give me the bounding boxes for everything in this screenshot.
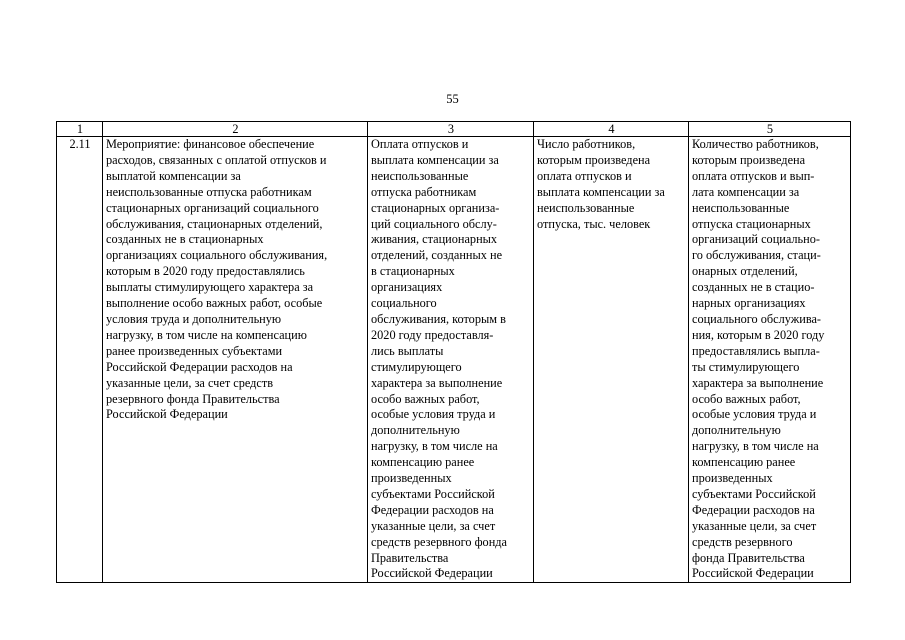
text-line: субъектами Российской	[692, 486, 816, 501]
text-line: ранее произведенных субъектами	[106, 343, 283, 358]
text-line: Мероприятие: финансовое обеспечение	[106, 137, 315, 151]
text-line: особо важных работ,	[371, 391, 480, 406]
text-line: в стационарных	[371, 264, 455, 279]
text-line: стационарных организа-	[371, 200, 500, 215]
text-line: особо важных работ,	[692, 391, 801, 406]
text-line: выплата компенсации за	[371, 152, 499, 167]
text-line: стимулирующего	[371, 359, 462, 374]
text-line: характера за выполнение	[371, 375, 503, 390]
header-col-5: 5	[689, 122, 851, 137]
text-line: произведенных	[371, 471, 452, 486]
text-line: компенсацию ранее	[692, 455, 796, 470]
text-line: социального	[371, 296, 437, 311]
header-col-4: 4	[534, 122, 689, 137]
table-row	[57, 137, 851, 583]
text-line: расходов, связанных с оплатой отпусков и	[106, 152, 327, 167]
text-line: выполнение особо важных работ, особые	[106, 296, 323, 311]
text-line: которым произведена	[692, 152, 806, 167]
text-line: отделений, созданных не	[371, 248, 503, 263]
text-line: Число работников,	[537, 137, 636, 151]
text-line: обслуживания, которым в	[371, 311, 506, 326]
text-line: ты стимулирующего	[692, 359, 800, 374]
text-line: Российской Федерации расходов на	[106, 359, 293, 374]
text-line: онарных отделений,	[692, 264, 798, 279]
text-line: лись выплаты	[371, 343, 444, 358]
text-line: стационарных организаций социального	[106, 200, 319, 215]
text-line: неиспользованные	[537, 200, 635, 215]
text-line: дополнительную	[371, 423, 460, 438]
text-line: фонда Правительства	[692, 550, 805, 565]
text-line: выплаты стимулирующего характера за	[106, 280, 314, 295]
text-line: резервного фонда Правительства	[106, 391, 280, 406]
text-line: обслуживания, стационарных отделений,	[106, 216, 323, 231]
text-line: нагрузку, в том числе на	[371, 439, 498, 454]
text-line: ций социального обслу-	[371, 216, 497, 231]
header-col-3: 3	[368, 122, 534, 137]
indicator-text	[537, 137, 686, 232]
text-line: неиспользованные	[692, 200, 790, 215]
header-col-1: 1	[57, 122, 103, 137]
text-line: характера за выполнение	[692, 375, 824, 390]
text-line: средств резервного фонда	[371, 534, 507, 549]
text-line: предоставлялись выпла-	[692, 343, 820, 358]
text-line: Федерации расходов на	[692, 502, 815, 517]
text-line: нагрузку, в том числе на	[692, 439, 819, 454]
text-line: ния, которым в 2020 году	[692, 327, 825, 342]
text-line: которым в 2020 году предоставлялись	[106, 264, 305, 279]
row-number-cell: 2.11	[57, 137, 103, 583]
text-line: особые условия труда и	[692, 407, 817, 422]
text-line: 2020 году предоставля-	[371, 327, 494, 342]
text-line: отпуска, тыс. человек	[537, 216, 651, 231]
text-line: указанные цели, за счет средств	[106, 375, 274, 390]
text-line: Правительства	[371, 550, 449, 565]
text-line: указанные цели, за счет	[692, 518, 817, 533]
measures-table	[56, 121, 851, 583]
text-line: Количество работников,	[692, 137, 819, 151]
text-line: произведенных	[692, 471, 773, 486]
text-line: выплатой компенсации за	[106, 168, 241, 183]
text-line: особые условия труда и	[371, 407, 496, 422]
text-line: субъектами Российской	[371, 486, 495, 501]
text-line: отпуска стационарных	[692, 216, 811, 231]
text-line: организациях	[371, 280, 443, 295]
text-line: неиспользованные	[371, 168, 469, 183]
result-description-text	[371, 137, 531, 582]
text-line: средств резервного	[692, 534, 793, 549]
indicator-cell	[534, 137, 689, 583]
text-line: выплата компенсации за	[537, 184, 665, 199]
indicator-definition-text	[692, 137, 848, 582]
text-line: Российской Федерации	[106, 407, 228, 422]
text-line: организаций социально-	[692, 232, 820, 247]
text-line: отпуска работникам	[371, 184, 477, 199]
text-line: созданных не в стацио-	[692, 280, 815, 295]
text-line: Федерации расходов на	[371, 502, 494, 517]
text-line: социального обслужива-	[692, 311, 822, 326]
text-line: дополнительную	[692, 423, 781, 438]
text-line: го обслуживания, стаци-	[692, 248, 821, 263]
result-description-cell	[368, 137, 534, 583]
text-line: нагрузку, в том числе на компенсацию	[106, 327, 307, 342]
text-line: Оплата отпусков и	[371, 137, 469, 151]
indicator-definition-cell	[689, 137, 851, 583]
text-line: условия труда и дополнительную	[106, 311, 282, 326]
text-line: оплата отпусков и	[537, 168, 632, 183]
text-line: живания, стационарных	[371, 232, 498, 247]
text-line: лата компенсации за	[692, 184, 800, 199]
text-line: оплата отпусков и вып-	[692, 168, 815, 183]
text-line: Российской Федерации	[692, 566, 814, 581]
measure-description-cell	[103, 137, 368, 583]
text-line: созданных не в стационарных	[106, 232, 264, 247]
table-header-row	[57, 122, 851, 137]
text-line: неиспользованные отпуска работникам	[106, 184, 312, 199]
text-line: Российской Федерации	[371, 566, 493, 581]
page-number: 55	[446, 92, 459, 106]
text-line: указанные цели, за счет	[371, 518, 496, 533]
text-line: компенсацию ранее	[371, 455, 475, 470]
measure-description-text	[106, 137, 365, 423]
text-line: организациях социального обслуживания,	[106, 248, 328, 263]
header-col-2: 2	[103, 122, 368, 137]
text-line: нарных организациях	[692, 296, 806, 311]
text-line: которым произведена	[537, 152, 651, 167]
